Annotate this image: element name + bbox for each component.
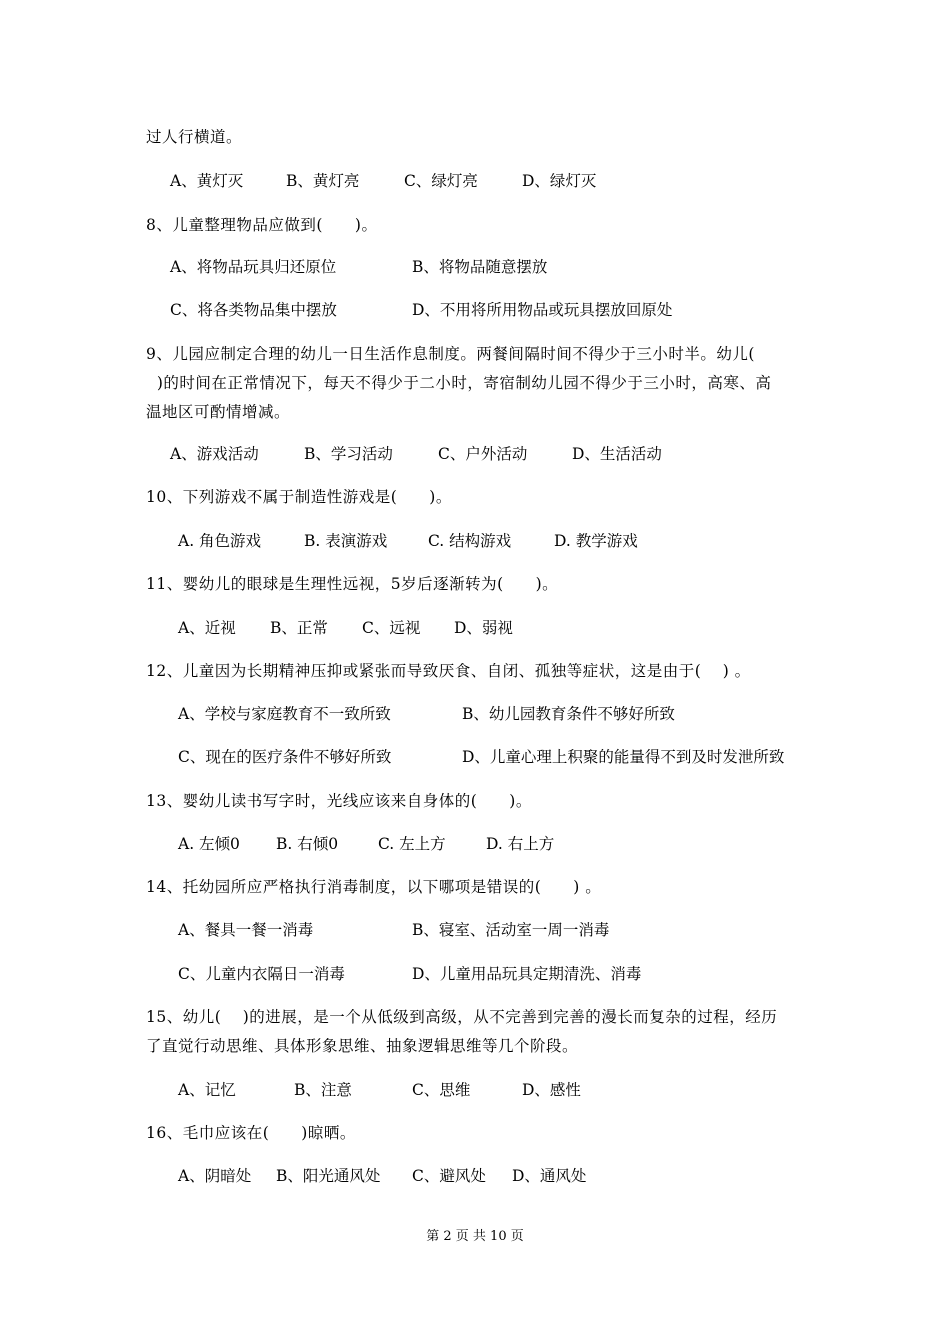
page-number-footer: 第 2 页 共 10 页 xyxy=(426,1229,524,1244)
q13-option-b: B. 右倾0 xyxy=(276,835,339,853)
question-12-stem: 12、儿童因为长期精神压抑或紧张而导致厌食、自闭、孤独等症状，这是由于( ) 。 xyxy=(146,662,751,680)
question-7-continuation: 过人行横道。 xyxy=(146,128,243,146)
q15-option-b: B、注意 xyxy=(294,1081,352,1099)
q9-option-a: A、游戏活动 xyxy=(170,445,259,463)
q11-option-b: B、正常 xyxy=(270,619,328,637)
q13-option-a: A. 左倾0 xyxy=(178,835,240,853)
q16-option-c: C、避风处 xyxy=(412,1167,486,1185)
q11-option-a: A、近视 xyxy=(178,619,236,637)
q14-option-c: C、儿童内衣隔日一消毒 xyxy=(178,965,345,983)
question-10-stem: 10、下列游戏不属于制造性游戏是( )。 xyxy=(146,488,452,506)
q15-option-c: C、思维 xyxy=(412,1081,471,1099)
question-15-stem-line-2: 了直觉行动思维、具体形象思维、抽象逻辑思维等几个阶段。 xyxy=(146,1037,579,1055)
question-16-stem: 16、毛巾应该在( )晾晒。 xyxy=(146,1124,356,1142)
q8-option-c: C、将各类物品集中摆放 xyxy=(170,301,337,319)
q9-option-d: D、生活活动 xyxy=(572,445,662,463)
q12-option-a: A、学校与家庭教育不一致所致 xyxy=(178,705,391,723)
q10-option-d: D. 教学游戏 xyxy=(554,532,638,550)
q14-option-d: D、儿童用品玩具定期清洗、消毒 xyxy=(412,965,642,983)
q16-option-b: B、阳光通风处 xyxy=(276,1167,381,1185)
q8-option-b: B、将物品随意摆放 xyxy=(412,258,548,276)
q8-option-a: A、将物品玩具归还原位 xyxy=(170,258,337,276)
q7-option-d: D、绿灯灭 xyxy=(522,172,597,190)
q10-option-a: A. 角色游戏 xyxy=(178,532,262,550)
question-9-stem-line-2: )的时间在正常情况下，每天不得少于二小时，寄宿制幼儿园不得少于三小时，高寒、高 xyxy=(146,374,772,392)
q12-option-b: B、幼儿园教育条件不够好所致 xyxy=(462,705,675,723)
q9-option-c: C、户外活动 xyxy=(438,445,528,463)
q14-option-a: A、餐具一餐一消毒 xyxy=(178,921,314,939)
q14-option-b: B、寝室、活动室一周一消毒 xyxy=(412,921,610,939)
question-9-stem-line-3: 温地区可酌情增减。 xyxy=(146,403,291,421)
q13-option-c: C. 左上方 xyxy=(378,835,446,853)
q12-option-c: C、现在的医疗条件不够好所致 xyxy=(178,748,392,766)
q9-option-b: B、学习活动 xyxy=(304,445,393,463)
question-13-stem: 13、婴幼儿读书写字时，光线应该来自身体的( )。 xyxy=(146,792,532,810)
q7-option-a: A、黄灯灭 xyxy=(170,172,244,190)
question-8-stem: 8、儿童整理物品应做到( )。 xyxy=(146,216,378,234)
q8-option-d: D、不用将所用物品或玩具摆放回原处 xyxy=(412,301,673,319)
question-14-stem: 14、托幼园所应严格执行消毒制度，以下哪项是错误的( ) 。 xyxy=(146,878,602,896)
question-15-stem-line-1: 15、幼儿( )的进展，是一个从低级到高级，从不完善到完善的漫长而复杂的过程，经历 xyxy=(146,1008,778,1026)
q11-option-d: D、弱视 xyxy=(454,619,513,637)
question-9-stem-line-1: 9、儿园应制定合理的幼儿一日生活作息制度。两餐间隔时间不得少于三小时半。幼儿( xyxy=(146,345,755,363)
question-11-stem: 11、婴幼儿的眼球是生理性远视，5岁后逐渐转为( )。 xyxy=(146,575,559,593)
q12-option-d: D、儿童心理上积聚的能量得不到及时发泄所致 xyxy=(462,748,785,766)
q7-option-b: B、黄灯亮 xyxy=(286,172,360,190)
q13-option-d: D. 右上方 xyxy=(486,835,555,853)
q11-option-c: C、远视 xyxy=(362,619,421,637)
q15-option-a: A、记忆 xyxy=(178,1081,236,1099)
q16-option-a: A、阴暗处 xyxy=(178,1167,252,1185)
q10-option-c: C. 结构游戏 xyxy=(428,532,512,550)
q15-option-d: D、感性 xyxy=(522,1081,581,1099)
q10-option-b: B. 表演游戏 xyxy=(304,532,388,550)
q16-option-d: D、通风处 xyxy=(512,1167,587,1185)
q7-option-c: C、绿灯亮 xyxy=(404,172,478,190)
